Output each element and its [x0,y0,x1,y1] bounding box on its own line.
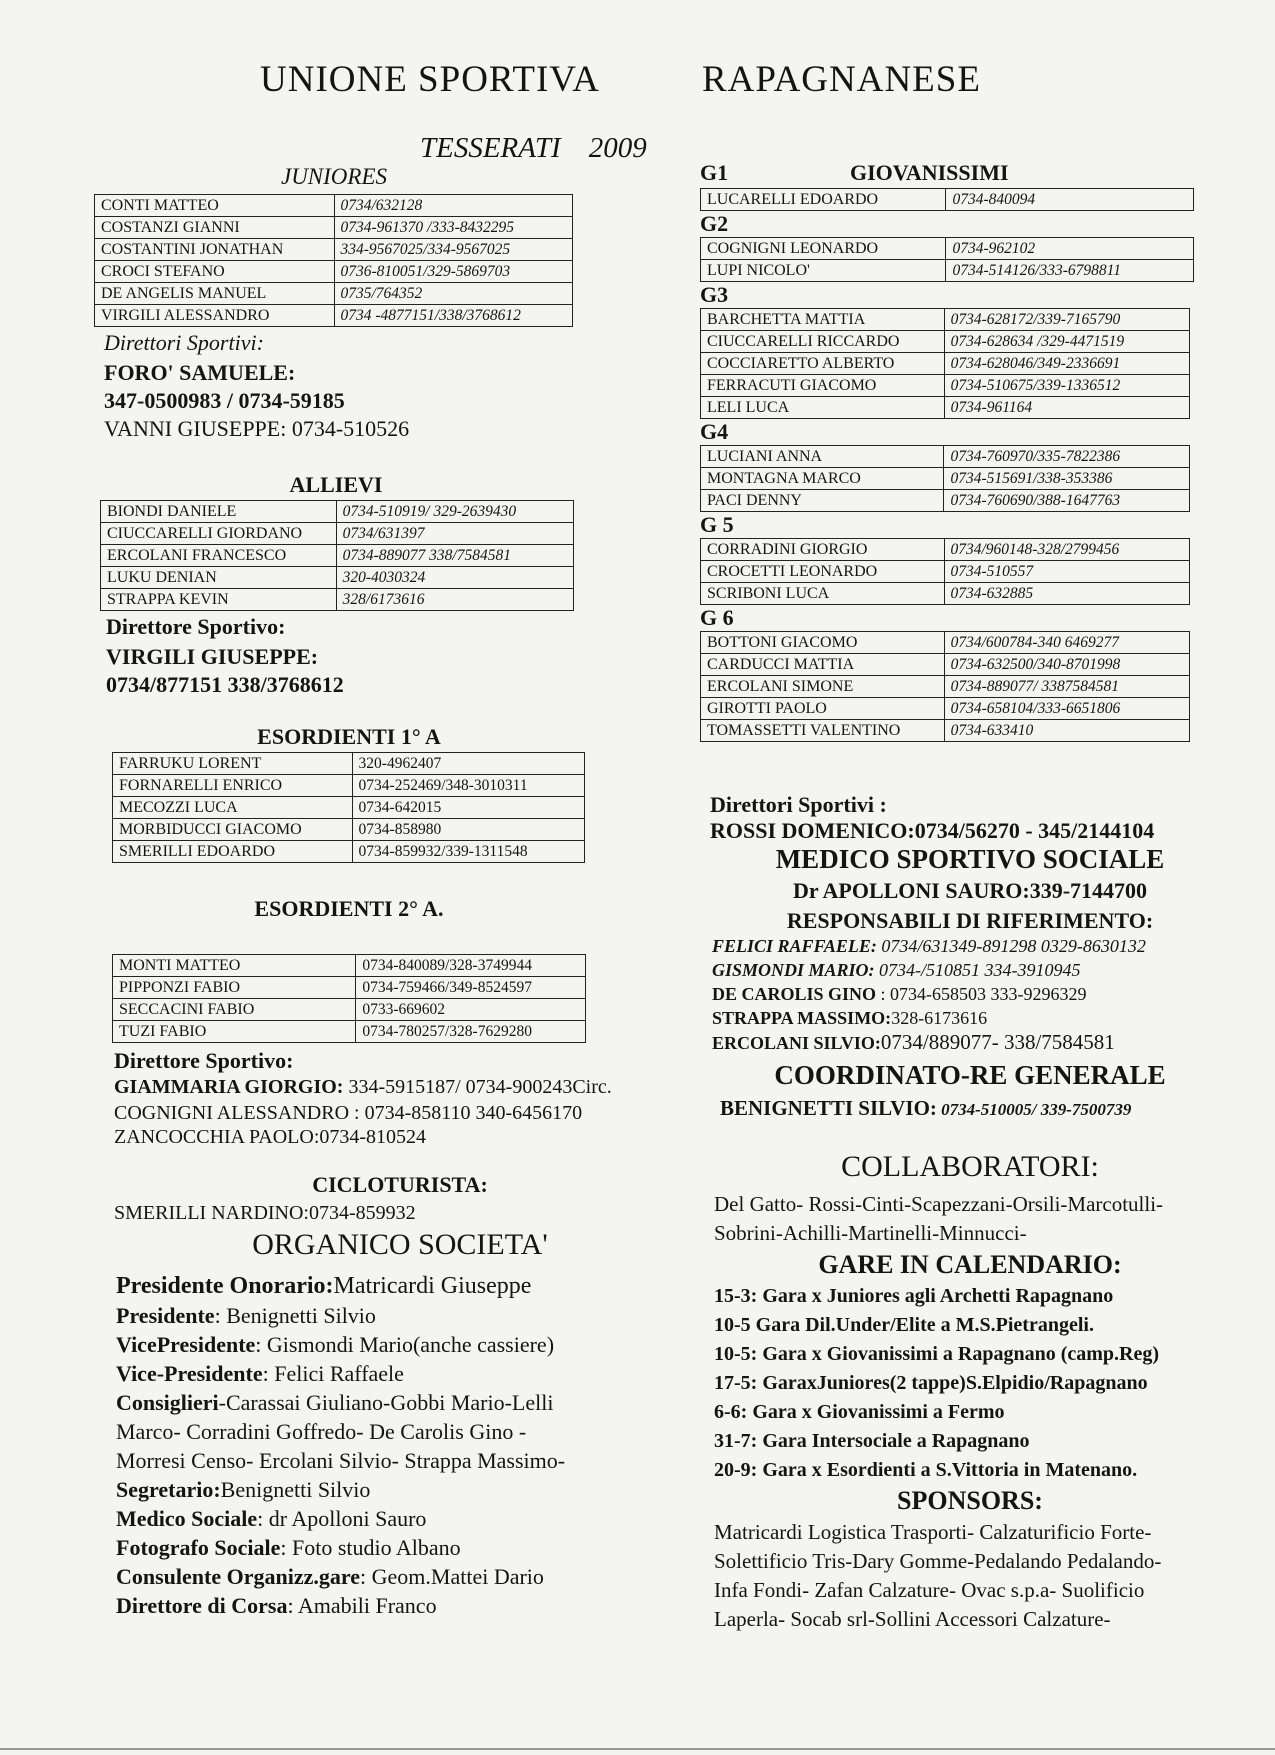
athlete-name: LELI LUCA [701,397,945,419]
medico-line: Dr APOLLONI SAURO:339-7144700 [792,878,1148,903]
organico-role: Consulente Organizz.gare [116,1564,361,1589]
category-group [700,211,1196,282]
organico-line [116,1446,565,1475]
sponsor-line: Infa Fondi- Zafan Calzature- Ovac s.p.a- Suolificio [714,1578,1145,1602]
athlete-phone: 320-4030324 [336,567,573,589]
table-row [113,753,585,775]
athlete-name: LUPI NICOLO' [701,260,946,282]
organico-person: : dr Apolloni Sauro [257,1506,427,1531]
gara-line: 31-7: Gara Intersociale a Rapagnano [714,1430,1030,1452]
juniores-dir1: FORO' SAMUELE: [104,360,296,385]
athlete-name: CROCETTI LEONARDO [701,561,945,583]
organico-person: : Benignetti Silvio [214,1303,376,1328]
table-row [701,353,1190,375]
organico-person: Benignetti Silvio [220,1477,371,1502]
giovanissimi-dir-label: Direttori Sportivi : [710,792,887,817]
table-row [701,468,1190,490]
athlete-name: ERCOLANI FRANCESCO [101,545,337,567]
tesserati-year: 2009 [588,132,647,164]
esordienti2-dir-label: Direttore Sportivo: [114,1048,294,1073]
table-row [701,397,1190,419]
responsabile-line [712,1006,1146,1030]
athlete-name: FARRUKU LORENT [113,753,353,775]
allievi-dir1-phone: 0734/877151 338/3768612 [106,672,344,697]
organico-person: Marco- Corradini Goffredo- De Carolis Gino - [116,1419,527,1444]
athlete-name: COSTANTINI JONATHAN [95,239,335,261]
athlete-name: VIRGILI ALESSANDRO [95,305,335,327]
athlete-name: DE ANGELIS MANUEL [95,283,335,305]
esordienti1-title: ESORDIENTI 1° A [257,724,441,749]
table-row [101,567,574,589]
medico-title: MEDICO SPORTIVO SOCIALE [775,844,1165,874]
juniores-dir2: VANNI GIUSEPPE: 0734-510526 [104,416,410,441]
category-group [700,188,1196,211]
table-row [113,841,585,863]
responsabile-name: GISMONDI MARIO: [712,960,875,980]
title-org-part1: UNIONE SPORTIVA [260,59,600,100]
organico-role: Fotografo Sociale [116,1535,281,1560]
athlete-phone: 0734-889077/ 3387584581 [944,676,1189,698]
athlete-name: PIPPONZI FABIO [113,977,356,999]
athlete-phone: 0735/764352 [334,283,573,305]
athlete-phone: 0734-252469/348-3010311 [352,775,584,797]
responsabili-title: RESPONSABILI DI RIFERIMENTO: [786,908,1154,933]
athlete-phone: 0734-840094 [946,189,1194,211]
athlete-phone: 0734-840089/328-3749944 [356,955,586,977]
athlete-name: LUCIANI ANNA [701,446,944,468]
athlete-name: COCCIARETTO ALBERTO [701,353,945,375]
athlete-phone: 0734-628634 /329-4471519 [944,331,1189,353]
category-table [700,188,1194,211]
athlete-name: MONTI MATTEO [113,955,356,977]
athlete-phone: 0734-760970/335-7822386 [944,446,1190,468]
athlete-phone: 0734-961164 [944,397,1189,419]
table-row [701,446,1190,468]
esordienti2-dir1-name: GIAMMARIA GIORGIO: [114,1076,344,1098]
juniores-title: JUNIORES [280,164,388,189]
table-row [701,260,1194,282]
table-row [113,797,585,819]
juniores-dir-label: Direttori Sportivi: [104,330,264,355]
sponsor-line: Solettificio Tris-Dary Gomme-Pedalando Pedalando- [714,1549,1162,1573]
table-row [113,1021,586,1043]
organico-line [116,1359,565,1388]
athlete-phone: 0734-510919/ 329-2639430 [336,501,573,523]
category-label: G2 [700,211,729,236]
responsabile-phone: 0734-/510851 334-3910945 [874,960,1081,980]
category-group [700,605,1196,742]
table-row [113,999,586,1021]
athlete-name: GIROTTI PAOLO [701,698,945,720]
table-row [101,545,574,567]
organico-line [116,1272,565,1301]
sponsor-line: Matricardi Logistica Trasporti- Calzaturificio Forte- [714,1520,1152,1544]
organico-line [116,1388,565,1417]
collaboratore-line: Del Gatto- Rossi-Cinti-Scapezzani-Orsili-Marcotulli- [714,1192,1164,1216]
table-row [701,539,1190,561]
category-table [700,538,1190,605]
gara-line: 6-6: Gara x Giovanissimi a Fermo [714,1401,1005,1423]
athlete-phone: 0733-669602 [356,999,586,1021]
table-row [701,676,1190,698]
athlete-name: CARDUCCI MATTIA [701,654,945,676]
giovanissimi-title: GIOVANISSIMI [850,160,1009,185]
responsabile-name: FELICI RAFFAELE: [712,936,877,956]
organico-line [116,1417,565,1446]
gara-line: 10-5 Gara Dil.Under/Elite a M.S.Pietrangeli. [714,1314,1094,1336]
athlete-phone: 0734-858980 [352,819,584,841]
responsabile-phone: 0734/631349-891298 0329-8630132 [876,936,1146,956]
bottom-edge-divider [0,1748,1275,1750]
athlete-phone: 0734-961370 /333-8432295 [334,217,573,239]
category-group [700,282,1196,419]
organico-role: Presidente Onorario: [116,1273,334,1299]
cicloturista-line: SMERILLI NARDINO:0734-859932 [114,1202,416,1224]
category-group [700,512,1196,605]
table-row [95,217,573,239]
table-row [701,331,1190,353]
athlete-name: CIUCCARELLI RICCARDO [701,331,945,353]
collaboratori-title: COLLABORATORI: [841,1150,1099,1183]
tesserati-label: TESSERATI [420,132,561,164]
athlete-phone: 0734-628046/349-2336691 [944,353,1189,375]
category-label: G3 [700,282,729,307]
table-row [701,309,1190,331]
athlete-name: ERCOLANI SIMONE [701,676,945,698]
table-row [701,654,1190,676]
athlete-phone: 0734-632500/340-8701998 [944,654,1189,676]
organico-role: Vice-Presidente [116,1361,263,1386]
athlete-name: MORBIDUCCI GIACOMO [113,819,353,841]
athlete-phone: 0736-810051/329-5869703 [334,261,573,283]
athlete-phone: 0734-628172/339-7165790 [944,309,1189,331]
table-row [701,720,1190,742]
organico-role: VicePresidente [116,1332,256,1357]
athlete-phone: 0734 -4877151/338/3768612 [334,305,573,327]
coordinatore-title: COORDINATO-RE GENERALE [774,1060,1166,1090]
athlete-phone: 0734-760690/388-1647763 [944,490,1190,512]
category-label: G4 [700,419,729,444]
responsabile-name: DE CAROLIS GINO [712,984,877,1004]
responsabile-name: STRAPPA MASSIMO: [712,1008,892,1028]
athlete-name: CONTI MATTEO [95,195,335,217]
organico-line [116,1533,565,1562]
allievi-dir-label: Direttore Sportivo: [106,614,286,639]
athlete-phone: 0734/600784-340 6469277 [944,632,1189,654]
category-label: G 5 [700,512,734,537]
category-label: G 6 [700,605,734,630]
organico-role: Direttore di Corsa [116,1593,288,1618]
organico-line [116,1475,565,1504]
athlete-name: TOMASSETTI VALENTINO [701,720,945,742]
table-row [95,239,573,261]
collaboratori-list [714,1190,1163,1248]
organico-line [116,1504,565,1533]
athlete-name: CORRADINI GIORGIO [701,539,945,561]
coordinatore-line [720,1096,1131,1121]
responsabile-line [712,1030,1146,1055]
responsabile-phone: 0734/889077- 338/7584581 [880,1030,1115,1054]
organico-role: Consiglieri [116,1390,219,1415]
organico-line [116,1330,565,1359]
table-row [95,305,573,327]
organico-role: Presidente [116,1303,215,1328]
athlete-phone: 0734-633410 [944,720,1189,742]
athlete-phone: 0734-510557 [944,561,1190,583]
athlete-name: SCRIBONI LUCA [701,583,945,605]
esordienti2-title: ESORDIENTI 2° A. [254,896,444,921]
athlete-phone: 0734/960148-328/2799456 [944,539,1190,561]
athlete-name: FERRACUTI GIACOMO [701,375,945,397]
juniores-dir1-phone: 347-0500983 / 0734-59185 [104,388,345,413]
athlete-name: LUKU DENIAN [101,567,337,589]
table-row [701,561,1190,583]
giovanissimi-dir-line: ROSSI DOMENICO:0734/56270 - 345/2144104 [710,818,1155,843]
athlete-name: SECCACINI FABIO [113,999,356,1021]
table-row [701,189,1194,211]
athlete-name: TUZI FABIO [113,1021,356,1043]
athlete-name: MECOZZI LUCA [113,797,353,819]
allievi-table [100,500,574,611]
athlete-phone: 328/6173616 [336,589,573,611]
esordienti2-dir1 [114,1076,612,1099]
athlete-phone: 0734/632128 [334,195,573,217]
organico-role: Segretario: [116,1477,221,1502]
organico-line [116,1301,565,1330]
gara-line: 15-3: Gara x Juniores agli Archetti Rapagnano [714,1285,1114,1307]
organico-list [116,1272,565,1620]
allievi-title: ALLIEVI [289,472,383,497]
giovanissimi-heading [700,160,1180,188]
athlete-phone: 0734-515691/338-353386 [944,468,1190,490]
table-row [113,775,585,797]
table-row [95,195,573,217]
athlete-phone: 0734/631397 [336,523,573,545]
organico-person: : Gismondi Mario(anche cassiere) [255,1332,555,1357]
athlete-name: COGNIGNI LEONARDO [701,238,946,260]
allievi-dir1: VIRGILI GIUSEPPE: [106,644,319,669]
athlete-phone: 0734-510675/339-1336512 [944,375,1189,397]
table-row [701,490,1190,512]
table-row [701,375,1190,397]
category-table [700,631,1190,742]
table-row [113,819,585,841]
sponsors-title: SPONSORS: [897,1486,1043,1515]
category-table [700,445,1190,512]
organico-title: ORGANICO SOCIETA' [252,1228,548,1261]
tesserati-heading [420,132,647,165]
responsabile-name: ERCOLANI SILVIO: [712,1033,881,1053]
gara-line: 20-9: Gara x Esordienti a S.Vittoria in Matenano. [714,1459,1138,1481]
giovanissimi-code: G1 [700,160,729,185]
table-row [95,261,573,283]
organico-role: Medico Sociale [116,1506,258,1531]
sponsor-line: Laperla- Socab srl-Sollini Accessori Calzature- [714,1607,1111,1631]
athlete-phone: 0734-632885 [944,583,1190,605]
athlete-phone: 0734-514126/333-6798811 [946,260,1194,282]
organico-line [116,1562,565,1591]
organico-person: Morresi Censo- Ercolani Silvio- Strappa Massimo- [116,1448,566,1473]
esordienti2-dir1-phone: 334-5915187/ 0734-900243Circ. [348,1076,612,1098]
athlete-phone: 0734-642015 [352,797,584,819]
athlete-phone: 0734-658104/333-6651806 [944,698,1189,720]
organico-person: -Carassai Giuliano-Gobbi Mario-Lelli [218,1390,554,1415]
athlete-phone: 0734-889077 338/7584581 [336,545,573,567]
organico-person: : Foto studio Albano [280,1535,461,1560]
table-row [101,589,574,611]
table-row [95,283,573,305]
athlete-name: PACI DENNY [701,490,944,512]
gare-list [714,1282,1159,1485]
table-row [701,632,1190,654]
responsabile-line [712,982,1146,1006]
responsabile-phone: : 0734-658503 333-9296329 [876,984,1087,1004]
athlete-name: BOTTONI GIACOMO [701,632,945,654]
athlete-name: LUCARELLI EDOARDO [701,189,946,211]
coordinatore-name: BENIGNETTI SILVIO: [720,1096,937,1120]
responsabile-line [712,958,1146,982]
collaboratore-line: Sobrini-Achilli-Martinelli-Minnucci- [714,1221,1027,1245]
athlete-phone: 0734-962102 [946,238,1194,260]
athlete-phone: 0734-759466/349-8524597 [356,977,586,999]
table-row [701,583,1190,605]
responsabile-phone: 328-6173616 [891,1008,988,1028]
esordienti1-table [112,752,585,863]
table-row [101,501,574,523]
athlete-name: MONTAGNA MARCO [701,468,944,490]
category-group [700,419,1196,512]
esordienti2-table [112,954,586,1043]
juniores-table [94,194,573,327]
athlete-name: BARCHETTA MATTIA [701,309,945,331]
athlete-name: SMERILLI EDOARDO [113,841,353,863]
table-row [701,698,1190,720]
athlete-phone: 320-4962407 [352,753,584,775]
esordienti2-dir2: COGNIGNI ALESSANDRO : 0734-858110 340-6456170 [114,1102,583,1124]
athlete-phone: 0734-780257/328-7629280 [356,1021,586,1043]
cicloturista-title: CICLOTURISTA: [312,1172,488,1197]
athlete-phone: 0734-859932/339-1311548 [352,841,584,863]
esordienti2-dir3: ZANCOCCHIA PAOLO:0734-810524 [114,1126,427,1148]
title-org-part2: RAPAGNANESE [702,59,981,100]
athlete-name: FORNARELLI ENRICO [113,775,353,797]
responsabile-line [712,934,1146,958]
coordinatore-phone: 0734-510005/ 339-7500739 [936,1100,1132,1119]
athlete-name: CIUCCARELLI GIORDANO [101,523,337,545]
category-table [700,237,1194,282]
athlete-phone: 334-9567025/334-9567025 [334,239,573,261]
gara-line: 17-5: GaraxJuniores(2 tappe)S.Elpidio/Rapagnano [714,1372,1148,1394]
organico-person: : Felici Raffaele [262,1361,404,1386]
athlete-name: BIONDI DANIELE [101,501,337,523]
table-row [101,523,574,545]
organico-line [116,1591,565,1620]
gare-title: GARE IN CALENDARIO: [818,1250,1122,1279]
table-row [701,238,1194,260]
organico-person: Matricardi Giuseppe [333,1273,532,1299]
athlete-name: COSTANZI GIANNI [95,217,335,239]
table-row [113,955,586,977]
responsabili-list [712,934,1146,1055]
athlete-name: STRAPPA KEVIN [101,589,337,611]
sponsors-list [714,1518,1161,1634]
organico-person: : Geom.Mattei Dario [360,1564,544,1589]
giovanissimi-groups [700,188,1196,742]
gara-line: 10-5: Gara x Giovanissimi a Rapagnano (camp.Reg) [714,1343,1159,1365]
organico-person: : Amabili Franco [287,1593,437,1618]
table-row [113,977,586,999]
category-table [700,308,1190,419]
athlete-name: CROCI STEFANO [95,261,335,283]
